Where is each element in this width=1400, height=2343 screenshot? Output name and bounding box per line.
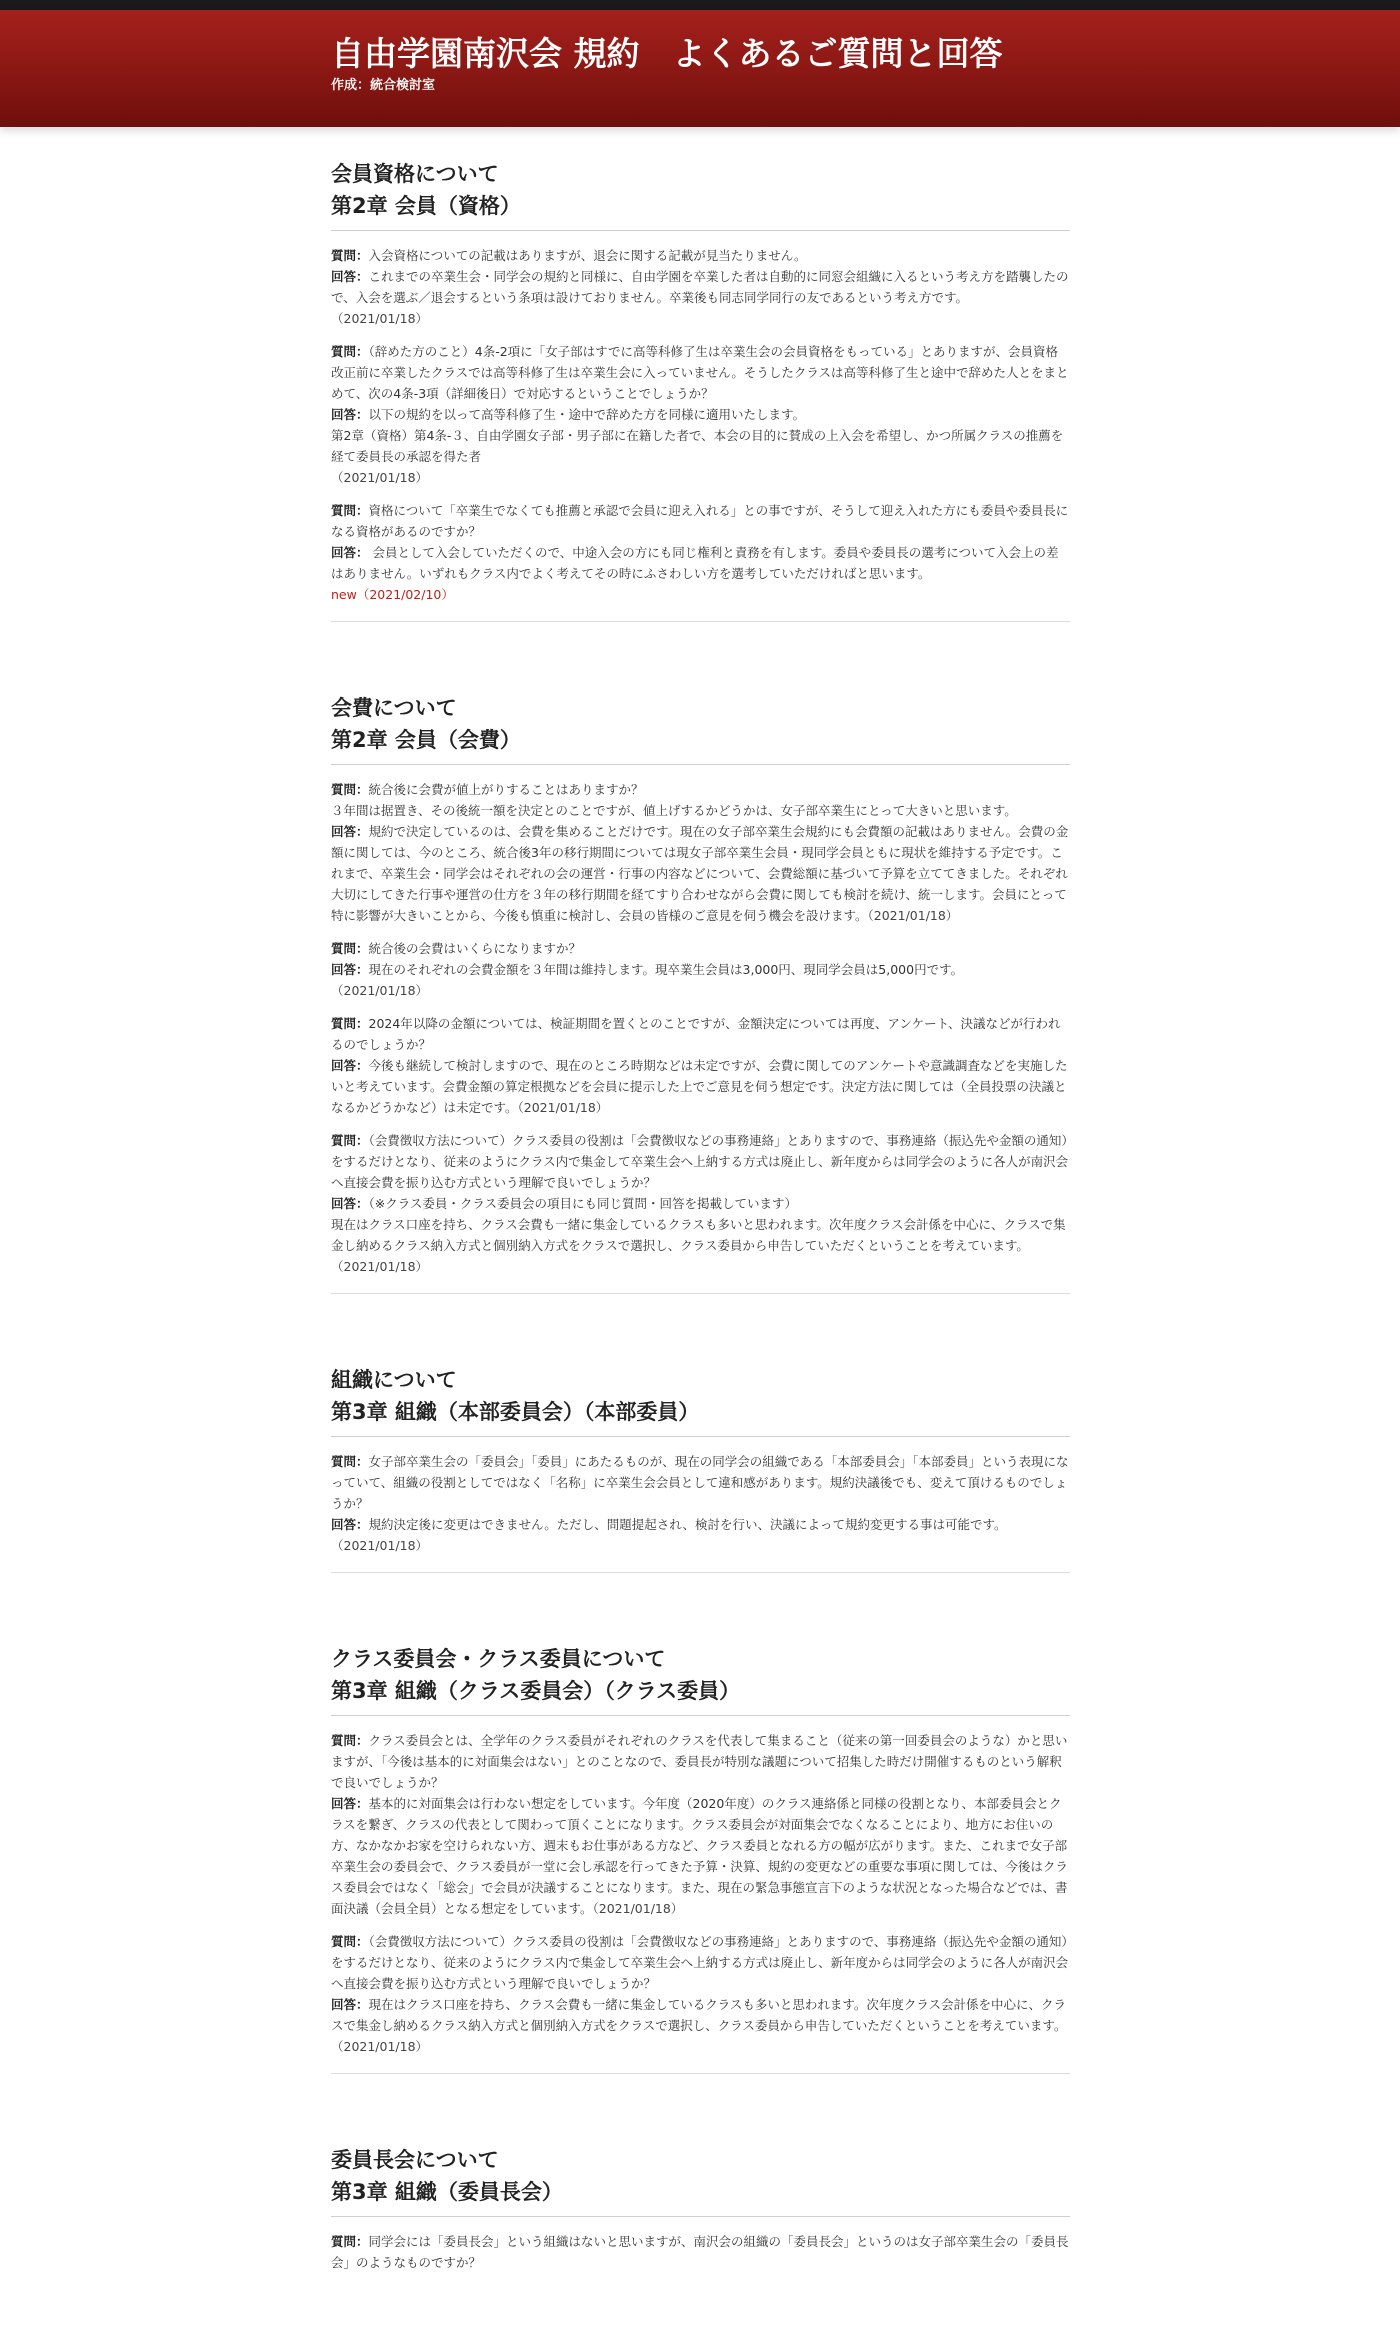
- header-inner: [331, 32, 1071, 95]
- answer-text: 規約決定後に変更はできません。ただし、問題提起され、検討を行い、決議によって規約変更する事は可能です。: [368, 1517, 1007, 1532]
- section-chapter: 第2章 会員（会費）: [331, 728, 521, 752]
- qa-item: [331, 1451, 1070, 1556]
- qa-item: [331, 245, 1070, 329]
- section-chapter: 第3章 組織（委員長会）: [331, 2180, 563, 2204]
- section-heading: [331, 158, 1070, 231]
- qa-date: （2021/01/18）: [331, 2039, 429, 2054]
- section-title: 委員長会について: [331, 2148, 499, 2172]
- answer-row: [331, 821, 1070, 926]
- qa-item: [331, 1730, 1070, 1919]
- section-chapter: 第3章 組織（クラス委員会）（クラス委員）: [331, 1679, 741, 1703]
- question-text: （辞めた方のこと）4条-2項に「女子部はすでに高等科修了生は卒業生会の会員資格をもっている」とありますが、会員資格改正前に卒業したクラスでは高等科修了生は卒業生会に入っていません。そうしたクラスは高等科修了生と途中で辞めた人とをまとめて、次の4条-3項（詳細後日）で対応するということでしょうか？: [331, 344, 1069, 401]
- faq-section-fees: [331, 692, 1070, 1294]
- question-text: 統合後に会費が値上がりすることはありますか？: [368, 782, 644, 797]
- question-text: （会費徴収方法について）クラス委員の役割は「会費徴収などの事務連絡」とありますので、事務連絡（振込先や金額の通知）をするだけとなり、従来のようにクラス内で集金して卒業生会へ上納する方式は廃止し、新年度からは同学会のように各人が南沢会へ直接会費を振り込む方式という理解で良いでしょうか？: [331, 1934, 1069, 1991]
- top-dark-bar: [0, 0, 1400, 10]
- answer-text: これまでの卒業生会・同学会の規約と同様に、自由学園を卒業した者は自動的に同窓会組織に入るという考え方を踏襲したので、入会を選ぶ／退会するという条項は設けておりません。卒業後も同志同学同行の友であるという考え方です。: [331, 269, 1069, 305]
- question-row: [331, 245, 1070, 266]
- section-title: クラス委員会・クラス委員について: [331, 1647, 666, 1671]
- qa-date: （2021/01/18）: [867, 908, 959, 923]
- question-label: 質問：: [331, 344, 369, 359]
- qa-item: [331, 1130, 1070, 1277]
- answer-text: 以下の規約を以って高等科修了生・途中で辞めた方を同様に適用いたします。: [368, 407, 806, 422]
- question-row: [331, 1130, 1070, 1193]
- answer-extra-text: 第2章（資格）第4条-３、自由学園女子部・男子部に在籍した者で、本会の目的に賛成の上入会を希望し、かつ所属クラスの推薦を経て委員長の承認を得た者: [331, 428, 1064, 464]
- question-text: 女子部卒業生会の「委員会」「委員」にあたるものが、現在の同学会の組織である「本部委員会」「本部委員」という表現になっていて、組織の役割としてではなく「名称」に卒業生会会員として違和感があります。規約決議後でも、変えて頂けるものでしょうか？: [331, 1454, 1069, 1511]
- answer-label: 回答：: [331, 1997, 369, 2012]
- question-row: [331, 1451, 1070, 1514]
- question-label: 質問：: [331, 2234, 369, 2249]
- answer-extra-row: [331, 1214, 1070, 1277]
- question-label: 質問：: [331, 941, 369, 956]
- question-row: [331, 341, 1070, 404]
- question-row: [331, 1730, 1070, 1793]
- qa-item: [331, 341, 1070, 488]
- question-row: [331, 500, 1070, 542]
- question-row: [331, 779, 1070, 800]
- question-label: 質問：: [331, 248, 369, 263]
- answer-row: [331, 404, 1070, 425]
- question-extra-text: ３年間は据置き、その後統一額を決定とのことですが、値上げするかどうかは、女子部卒業生にとって大きいと思います。: [331, 803, 1017, 818]
- page-author: 作成：統合検討室: [331, 78, 436, 93]
- faq-section-chairs-committee: [331, 2144, 1070, 2273]
- question-label: 質問：: [331, 1133, 369, 1148]
- answer-text: 規約で決定しているのは、会費を集めることだけです。現在の女子部卒業生会規約にも会費額の記載はありません。会費の金額に関しては、今のところ、統合後3年の移行期間については現女子部卒業生会員・現同学会員ともに現状を維持する予定です。これまで、卒業生会・同学会はそれぞれの会の運営・行事の内容などについて、会費総額に基づいて予算を立ててきました。それぞれ大切にしてきた行事や運営の仕方を３年の移行期間を経てすり合わせながら会費に関しても検討を続け、統一します。会員にとって特に影響が大きいことから、今後も慎重に検討し、会員の皆様のご意見を伺う機会を設けます。: [331, 824, 1069, 923]
- qa-list: [331, 779, 1070, 1294]
- section-heading: [331, 1643, 1070, 1716]
- question-text: 統合後の会費はいくらになりますか？: [368, 941, 582, 956]
- answer-text: （※クラス委員・クラス委員会の項目にも同じ質問・回答を掲載しています）: [368, 1196, 797, 1211]
- qa-list: [331, 245, 1070, 622]
- qa-date: （2021/01/18）: [331, 1259, 429, 1274]
- section-heading: [331, 2144, 1070, 2217]
- answer-row: [331, 542, 1070, 584]
- answer-row: [331, 266, 1070, 308]
- qa-item: [331, 500, 1070, 605]
- answer-row: [331, 1055, 1070, 1118]
- answer-label: 回答：: [331, 1796, 369, 1811]
- qa-list: [331, 2231, 1070, 2273]
- answer-text: 現在はクラス口座を持ち、クラス会費も一緒に集金しているクラスも多いと思われます。次年度クラス会計係を中心に、クラスで集金し納めるクラス納入方式と個別納入方式をクラスで選択し、クラス委員から申告していただくということを考えています。: [331, 1997, 1067, 2033]
- qa-date: （2021/01/18）: [331, 311, 429, 326]
- section-heading: [331, 1364, 1070, 1437]
- section-title: 組織について: [331, 1368, 457, 1392]
- answer-text: 基本的に対面集会は行わない想定をしています。今年度（2020年度）のクラス連絡係と同様の役割となり、本部委員会とクラスを繋ぎ、クラスの代表として関わって頂くことになります。クラス委員会が対面集会でなくなることにより、地方にお住いの方、なかなかお家を空けられない方、週末もお仕事がある方など、クラス委員となれる方の幅が広がります。また、これまで女子部卒業生会の委員会で、クラス委員が一堂に会し承認を行ってきた予算・決算、規約の変更などの重要な事項に関しては、今後はクラス委員会ではなく「総会」で会員が決議することになります。また、現在の緊急事態宣言下のような状況となった場合などでは、書面決議（会員全員）となる想定をしています。: [331, 1796, 1068, 1916]
- faq-section-class-committee: [331, 1643, 1070, 2074]
- new-badge-date: new（2021/02/10）: [331, 587, 454, 602]
- faq-section-organization: [331, 1364, 1070, 1573]
- question-label: 質問：: [331, 782, 369, 797]
- answer-text: 今後も継続して検討しますので、現在のところ時期などは未定ですが、会費に関してのアンケートや意識調査などを実施したいと考えています。会費金額の算定根拠などを会員に提示した上でご意見を伺う想定です。決定方法に関しては（全員投票の決議となるかどうかなど）は未定です。: [331, 1058, 1068, 1115]
- page-header: [0, 10, 1400, 127]
- question-text: 2024年以降の金額については、検証期間を置くとのことですが、金額決定については再度、アンケート、決議などが行われるのでしょうか？: [331, 1016, 1061, 1052]
- answer-row: [331, 1193, 1070, 1214]
- qa-item: [331, 938, 1070, 1001]
- answer-label: 回答：: [331, 1058, 369, 1073]
- qa-date: （2021/01/18）: [592, 1901, 684, 1916]
- question-row: [331, 1013, 1070, 1055]
- qa-date: （2021/01/18）: [331, 983, 429, 998]
- answer-extra-text: 現在はクラス口座を持ち、クラス会費も一緒に集金しているクラスも多いと思われます。次年度クラス会計係を中心に、クラスで集金し納めるクラス納入方式と個別納入方式をクラスで選択し、クラス委員から申告していただくということを考えています。: [331, 1217, 1066, 1253]
- qa-item: [331, 2231, 1070, 2273]
- question-row: [331, 2231, 1070, 2273]
- answer-label: 回答：: [331, 1196, 369, 1211]
- qa-date: （2021/01/18）: [331, 470, 429, 485]
- qa-date: （2021/01/18）: [331, 1538, 429, 1553]
- question-row: [331, 1931, 1070, 1994]
- question-text: （会費徴収方法について）クラス委員の役割は「会費徴収などの事務連絡」とありますので、事務連絡（振込先や金額の通知）をするだけとなり、従来のようにクラス内で集金して卒業生会へ上納する方式は廃止し、新年度からは同学会のように各人が南沢会へ直接会費を振り込む方式という理解で良いでしょうか？: [331, 1133, 1069, 1190]
- question-row: [331, 938, 1070, 959]
- question-text: 資格について「卒業生でなくても推薦と承認で会員に迎え入れる」との事ですが、そうして迎え入れた方にも委員や委員長になる資格があるのですか？: [331, 503, 1069, 539]
- question-label: 質問：: [331, 1016, 369, 1031]
- question-label: 質問：: [331, 1454, 369, 1469]
- qa-item: [331, 779, 1070, 926]
- section-title: 会員資格について: [331, 162, 499, 186]
- qa-date: （2021/01/18）: [517, 1100, 609, 1115]
- question-label: 質問：: [331, 1934, 369, 1949]
- question-text: クラス委員会とは、全学年のクラス委員がそれぞれのクラスを代表して集まること（従来の第一回委員会のような）かと思いますが、「今後は基本的に対面集会はない」とのことなので、委員長が特別な議題について招集した時だけ開催するものという解釈で良いでしょうか？: [331, 1733, 1068, 1790]
- answer-label: 回答：: [331, 824, 369, 839]
- question-label: 質問：: [331, 503, 369, 518]
- qa-list: [331, 1730, 1070, 2074]
- answer-label: 回答：: [331, 407, 369, 422]
- answer-row: [331, 1994, 1070, 2057]
- faq-section-membership: [331, 158, 1070, 622]
- answer-text: 会員として入会していただくので、中途入会の方にも同じ権利と責務を有します。委員や委員長の選考について入会上の差はありません。いずれもクラス内でよく考えてその時にふさわしい方を選考していただければと思います。: [331, 545, 1059, 581]
- section-chapter: 第2章 会員（資格）: [331, 194, 521, 218]
- qa-item: [331, 1013, 1070, 1118]
- section-chapter: 第3章 組織（本部委員会）（本部委員）: [331, 1400, 700, 1424]
- qa-list: [331, 1451, 1070, 1573]
- section-title: 会費について: [331, 696, 457, 720]
- question-text: 入会資格についての記載はありますが、退会に関する記載が見当たりません。: [368, 248, 807, 263]
- section-heading: [331, 692, 1070, 765]
- question-label: 質問：: [331, 1733, 369, 1748]
- answer-row: [331, 1514, 1070, 1535]
- answer-label: 回答：: [331, 545, 369, 560]
- answer-row: [331, 959, 1070, 980]
- page-title: 自由学園南沢会 規約 よくあるご質問と回答: [331, 34, 1003, 73]
- faq-content: [331, 150, 1070, 2343]
- answer-label: 回答：: [331, 269, 369, 284]
- answer-row: [331, 1793, 1070, 1919]
- answer-text: 現在のそれぞれの会費金額を３年間は維持します。現卒業生会員は3,000円、現同学会員は5,000円です。: [368, 962, 964, 977]
- answer-label: 回答：: [331, 962, 369, 977]
- answer-label: 回答：: [331, 1517, 369, 1532]
- qa-item: [331, 1931, 1070, 2057]
- question-text: 同学会には「委員長会」という組織はないと思いますが、南沢会の組織の「委員長会」というのは女子部卒業生会の「委員長会」のようなものですか？: [331, 2234, 1069, 2270]
